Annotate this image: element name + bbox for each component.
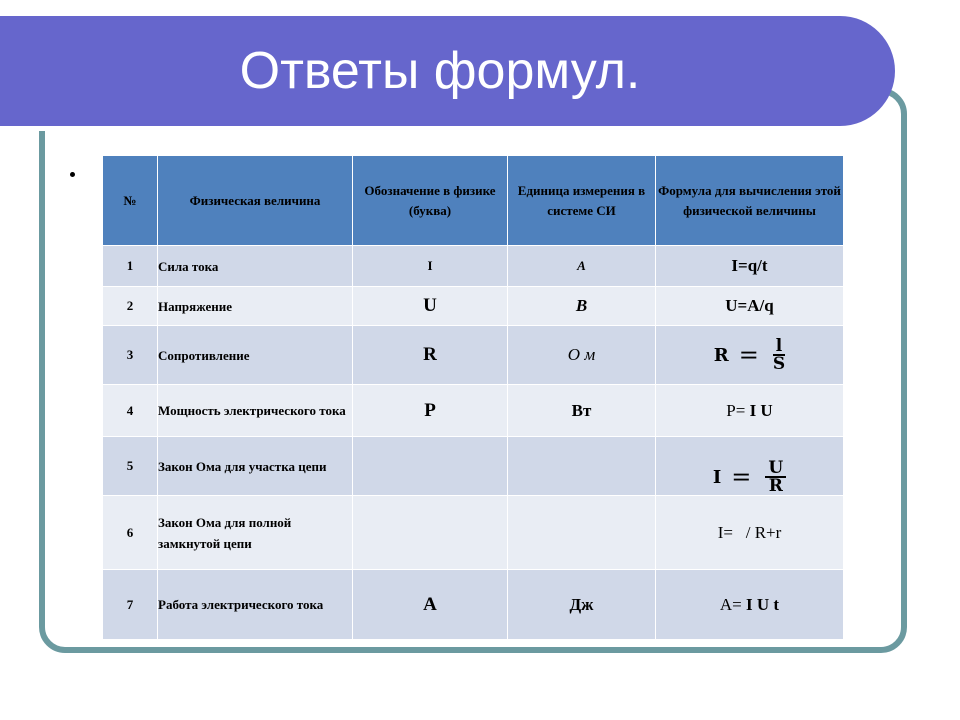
table-row [103,437,844,496]
row-quantity: Мощность электрического тока [158,385,353,437]
formula-equals: = [731,463,752,491]
row-unit: О м [508,326,656,385]
row-number: 5 [103,437,158,496]
table-row [103,287,844,326]
row-unit: Дж [508,570,656,640]
formula-prefix: A= [719,594,747,614]
table-row [103,246,844,287]
formula-denominator: R [768,476,783,496]
row-number: 7 [103,570,158,640]
formula-prefix: P= [726,400,750,420]
row-unit [508,437,656,496]
table-row [103,326,844,385]
row-unit: Вт [508,385,656,437]
row-quantity: Закон Ома для участка цепи [158,437,353,496]
row-unit: А [508,246,656,287]
formula-equals: = [738,341,759,369]
formula-fraction [765,460,786,494]
row-number: 6 [103,496,158,570]
header-unit: Единица измерения в системе СИ [508,156,656,246]
row-formula: U=A/q [656,287,844,326]
row-formula: I=q/t [656,246,844,287]
row-quantity: Напряжение [158,287,353,326]
row-symbol [353,496,508,570]
header-number: № [103,156,158,246]
row-quantity: Закон Ома для полной замкнутой цепи [158,496,353,570]
row-symbol: U [353,287,508,326]
formula-numerator: l [773,338,785,356]
formula-lhs: I [712,466,722,488]
row-formula [656,570,844,640]
row-number: 2 [103,287,158,326]
row-symbol: P [353,385,508,437]
header-formula: Формула для вычисления этой физической величины [656,156,844,246]
formula-numerator: U [765,460,786,478]
formula-denominator: S [772,354,786,374]
bullet-point [70,172,75,177]
row-formula [656,385,844,437]
row-symbol: A [353,570,508,640]
row-formula [656,437,844,496]
row-formula [656,326,844,385]
formula-table [102,155,844,640]
formula-lhs: R [713,344,729,366]
row-unit: В [508,287,656,326]
row-number: 1 [103,246,158,287]
table-row [103,385,844,437]
formula-fraction [773,338,785,372]
row-quantity: Работа электрического тока [158,570,353,640]
resistance-formula [714,338,786,372]
header-symbol: Обозначение в физике (буква) [353,156,508,246]
row-formula: I= / R+r [656,496,844,570]
row-number: 4 [103,385,158,437]
ohm-law-formula [713,460,786,494]
row-symbol [353,437,508,496]
table-row [103,496,844,570]
slide-title: Ответы формул. [239,42,641,100]
table-row [103,570,844,640]
row-unit [508,496,656,570]
row-symbol: I [353,246,508,287]
row-symbol: R [353,326,508,385]
formula-bold-part: I U t [746,594,780,614]
title-underline [0,126,850,131]
row-quantity: Сила тока [158,246,353,287]
table-header-row [103,156,844,246]
header-quantity: Физическая величина [158,156,353,246]
row-quantity: Сопротивление [158,326,353,385]
formula-bold-part: I U [749,400,773,420]
row-number: 3 [103,326,158,385]
